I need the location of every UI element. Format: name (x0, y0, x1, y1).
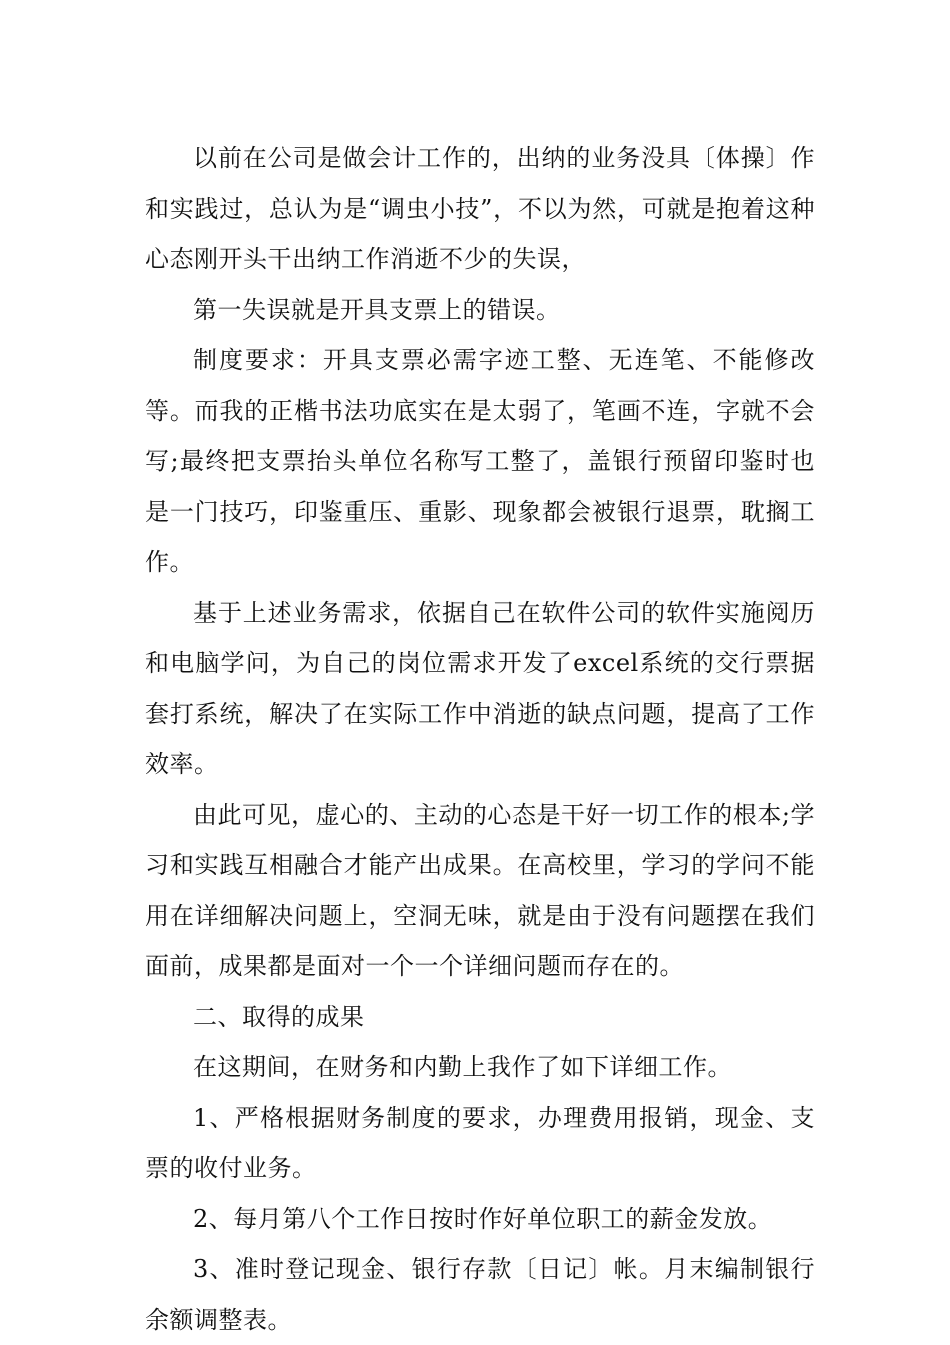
list-item-salary-payment: 2、每月第八个工作日按时作好单位职工的薪金发放。 (193, 1204, 773, 1233)
paragraph-first-mistake: 第一失误就是开具支票上的错误。 (193, 295, 561, 324)
paragraph-cheque-requirements: 制度要求：开具支票必需字迹工整、无连笔、不能修改等。而我的正楷书法功底实在是太弱了，笔画不连，字就不会写;最终把支票抬头单位名称写工整了，盖银行预留印鉴时也是一门技巧，印鉴重压、重影、现象都会被银行退票，耽搁工作。 (145, 346, 815, 576)
paragraph-lesson: 由此可见，虚心的、主动的心态是干好一切工作的根本;学习和实践互相融合才能产出成果。在高校里，学习的学问不能用在详细解决问题上，空洞无味，就是由于没有问题摆在我们面前，成果都是面对一个一个详细问题而存在的。 (145, 800, 815, 980)
paragraph-excel-system: 基于上述业务需求，依据自己在软件公司的软件实施阅历和电脑学问，为自己的岗位需求开发了excel系统的交行票据套打系统，解决了在实际工作中消逝的缺点问题，提高了工作效率。 (145, 598, 815, 778)
section-heading-achievements: 二、取得的成果 (193, 1002, 365, 1031)
document-body (145, 133, 815, 1345)
paragraph-accounting-background: 以前在公司是做会计工作的，出纳的业务没具〔体操〕作和实践过，总认为是“调虫小技”，不以为然，可就是抱着这种心态刚开头干出纳工作消逝不少的失误， (145, 144, 815, 273)
paragraph-work-intro: 在这期间，在财务和内勤上我作了如下详细工作。 (193, 1053, 732, 1081)
list-item-expense-reimbursement: 1、严格根据财务制度的要求，办理费用报销，现金、支票的收付业务。 (145, 1103, 815, 1182)
list-item-journal-records: 3、准时登记现金、银行存款〔日记〕帐。月末编制银行余额调整表。 (145, 1255, 815, 1334)
